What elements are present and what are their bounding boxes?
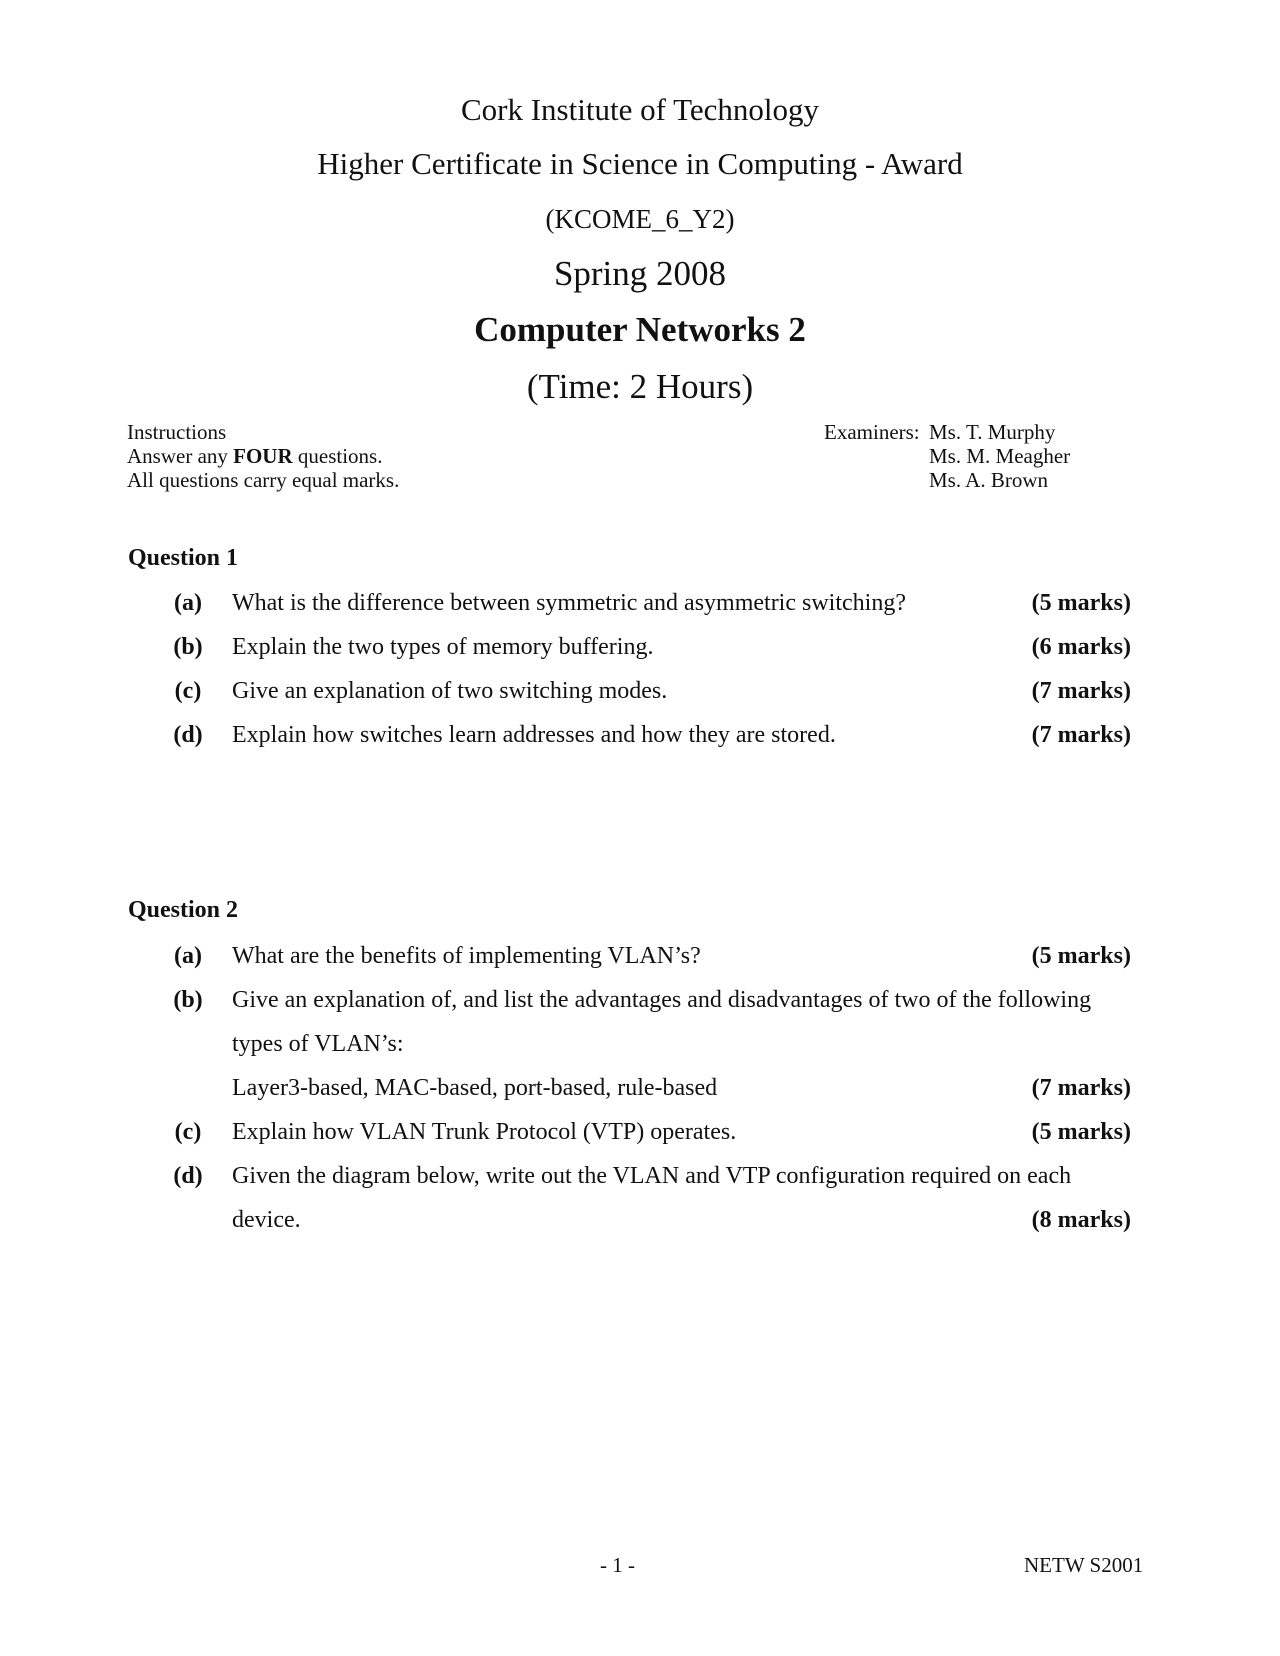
exam-duration: (Time: 2 Hours) bbox=[526, 367, 754, 406]
part-marks: (5 marks) bbox=[1031, 943, 1131, 969]
part-text: types of VLAN’s: bbox=[232, 1031, 404, 1057]
course-code: (KCOME_6_Y2) bbox=[545, 204, 735, 234]
part-marks: (5 marks) bbox=[1031, 590, 1131, 616]
part-label: (b) bbox=[173, 634, 203, 660]
part-marks: (8 marks) bbox=[1031, 1207, 1131, 1233]
part-label: (c) bbox=[174, 678, 202, 704]
part-marks: (7 marks) bbox=[1031, 722, 1131, 748]
part-marks: (5 marks) bbox=[1031, 1119, 1131, 1145]
part-label: (a) bbox=[174, 590, 202, 616]
question-heading: Question 1 bbox=[128, 545, 239, 571]
instructions-line-1 bbox=[127, 446, 382, 467]
instructions-heading: Instructions bbox=[127, 420, 227, 444]
part-text: Explain how VLAN Trunk Protocol (VTP) operates. bbox=[232, 1119, 737, 1145]
instructions-line-2: All questions carry equal marks. bbox=[127, 468, 400, 492]
question-heading: Question 2 bbox=[128, 897, 239, 923]
part-label: (d) bbox=[173, 722, 203, 748]
examiner-name: Ms. T. Murphy bbox=[929, 420, 1056, 444]
part-label: (c) bbox=[174, 1119, 202, 1145]
part-text: What are the benefits of implementing VLAN’s? bbox=[232, 943, 701, 969]
part-marks: (6 marks) bbox=[1031, 634, 1131, 660]
instructions-line-1-post: questions. bbox=[292, 444, 383, 468]
part-marks: (7 marks) bbox=[1031, 1075, 1131, 1101]
instructions-line-1-emphasis: FOUR bbox=[233, 444, 293, 468]
part-text: Explain how switches learn addresses and how they are stored. bbox=[232, 722, 836, 748]
examiner-name: Ms. M. Meagher bbox=[929, 444, 1071, 468]
programme-title: Higher Certificate in Science in Computing - Award bbox=[317, 146, 963, 181]
part-text: Explain the two types of memory buffering. bbox=[232, 634, 654, 660]
part-text: Give an explanation of, and list the advantages and disadvantages of two of the following bbox=[232, 987, 1092, 1013]
part-text: Give an explanation of two switching modes. bbox=[232, 678, 668, 704]
document-code: NETW S2001 bbox=[1024, 1553, 1144, 1577]
page-number: - 1 - bbox=[600, 1553, 635, 1577]
examiners-label: Examiners: bbox=[824, 420, 920, 444]
part-text: What is the difference between symmetric and asymmetric switching? bbox=[232, 590, 906, 616]
instructions-line-1-pre: Answer any bbox=[127, 444, 234, 468]
module-title: Computer Networks 2 bbox=[474, 310, 806, 349]
part-label: (b) bbox=[173, 987, 203, 1013]
part-marks: (7 marks) bbox=[1031, 678, 1131, 704]
part-label: (a) bbox=[174, 943, 202, 969]
part-text: device. bbox=[232, 1207, 301, 1233]
part-text: Given the diagram below, write out the VLAN and VTP configuration required on each bbox=[232, 1163, 1072, 1189]
exam-session: Spring 2008 bbox=[553, 254, 727, 293]
institution-title: Cork Institute of Technology bbox=[460, 92, 819, 127]
part-text: Layer3-based, MAC-based, port-based, rule-based bbox=[232, 1075, 718, 1101]
part-label: (d) bbox=[173, 1163, 203, 1189]
examiner-name: Ms. A. Brown bbox=[929, 468, 1049, 492]
